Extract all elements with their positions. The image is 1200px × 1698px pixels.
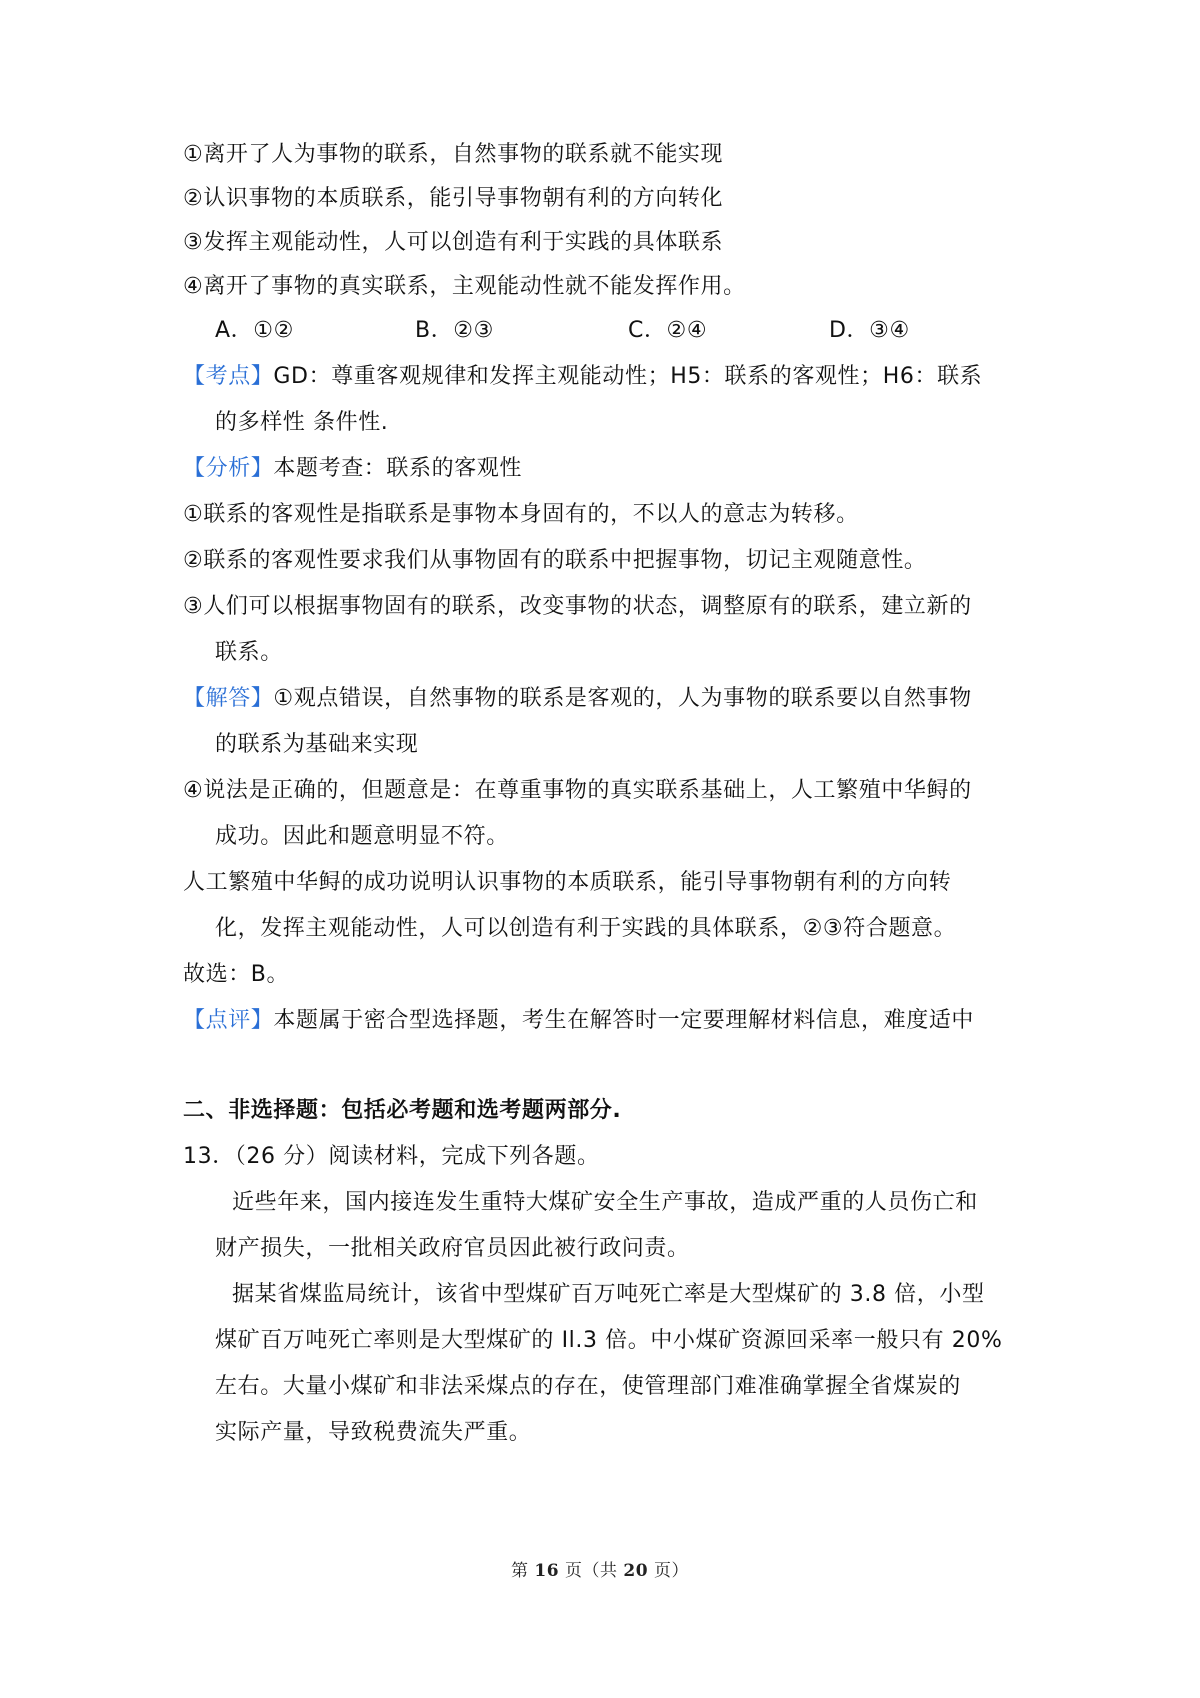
- jieda-para-2-cont: 成功。因此和题意明显不符。: [215, 824, 509, 849]
- kaodian-tag: 【考点】: [183, 364, 274, 389]
- fenxi-point-1: ①联系的客观性是指联系是事物本身固有的，不以人的意志为转移。: [183, 502, 859, 527]
- footer-total-pages: 20: [623, 1561, 649, 1581]
- dianping-line-1: [183, 1006, 974, 1036]
- fenxi-tag: 【分析】: [183, 456, 274, 481]
- kaodian-line-2: 的多样性 条件性.: [215, 410, 389, 435]
- option-d: D．③④: [829, 318, 910, 343]
- footer-prefix: 第: [511, 1561, 529, 1581]
- jieda-text: ①观点错误，自然事物的联系是客观的，人为事物的联系要以自然事物: [273, 686, 972, 711]
- statement-3: ③发挥主观能动性，人可以创造有利于实践的具体联系: [183, 230, 724, 255]
- jieda-para-3: 人工繁殖中华鲟的成功说明认识事物的本质联系，能引导事物朝有利的方向转: [183, 870, 952, 895]
- kaodian-text: GD：尊重客观规律和发挥主观能动性；H5：联系的客观性；H6：联系: [273, 364, 983, 389]
- statement-2: ②认识事物的本质联系，能引导事物朝有利的方向转化: [183, 186, 724, 211]
- footer-page-number: 16: [534, 1561, 560, 1581]
- jieda-answer: 故选：B。: [183, 962, 290, 987]
- question-13-title: 13．（26 分）阅读材料，完成下列各题。: [183, 1144, 600, 1169]
- jieda-line-2: 的联系为基础来实现: [215, 732, 419, 757]
- dianping-tag: 【点评】: [183, 1008, 274, 1033]
- option-a: A．①②: [215, 318, 294, 343]
- page-footer: [0, 1556, 1200, 1581]
- footer-mid: 页（共: [565, 1561, 618, 1581]
- jieda-para-2: ④说法是正确的，但题意是：在尊重事物的真实联系基础上，人工繁殖中华鲟的: [183, 778, 972, 803]
- statement-4: ④离开了事物的真实联系，主观能动性就不能发挥作用。: [183, 274, 746, 299]
- fenxi-point-3: ③人们可以根据事物固有的联系，改变事物的状态，调整原有的联系，建立新的: [183, 594, 972, 619]
- jieda-para-3-cont: 化，发挥主观能动性，人可以创造有利于实践的具体联系，②③符合题意。: [215, 916, 957, 941]
- fenxi-text: 本题考查：联系的客观性: [273, 456, 523, 481]
- fenxi-point-2: ②联系的客观性要求我们从事物固有的联系中把握事物，切记主观随意性。: [183, 548, 927, 573]
- material-para-2-line-3: 左右。大量小煤矿和非法采煤点的存在，使管理部门难准确掌握全省煤炭的: [215, 1374, 961, 1399]
- jieda-line-1: [183, 684, 972, 714]
- material-para-1-cont: 财产损失，一批相关政府官员因此被行政问责。: [215, 1236, 690, 1261]
- fenxi-line-1: [183, 454, 522, 484]
- option-b: B．②③: [415, 318, 494, 343]
- section-2-heading: 二、非选择题：包括必考题和选考题两部分.: [183, 1098, 622, 1123]
- fenxi-point-3-cont: 联系。: [215, 640, 283, 665]
- footer-suffix: 页）: [653, 1561, 689, 1581]
- dianping-text: 本题属于密合型选择题，考生在解答时一定要理解材料信息，难度适中: [273, 1008, 975, 1033]
- option-c: C．②④: [628, 318, 708, 343]
- material-para-2: 据某省煤监局统计，该省中型煤矿百万吨死亡率是大型煤矿的 3.8 倍，小型: [232, 1282, 985, 1307]
- kaodian-line-1: [183, 362, 982, 392]
- material-para-2-line-4: 实际产量，导致税费流失严重。: [215, 1420, 532, 1445]
- jieda-tag: 【解答】: [183, 686, 274, 711]
- material-para-1: 近些年来，国内接连发生重特大煤矿安全生产事故，造成严重的人员伤亡和: [232, 1190, 978, 1215]
- statement-1: ①离开了人为事物的联系，自然事物的联系就不能实现: [183, 142, 724, 167]
- options-row: [0, 316, 1200, 346]
- material-para-2-line-2: 煤矿百万吨死亡率则是大型煤矿的 Il.3 倍。中小煤矿资源回采率一般只有 20%: [215, 1328, 1003, 1353]
